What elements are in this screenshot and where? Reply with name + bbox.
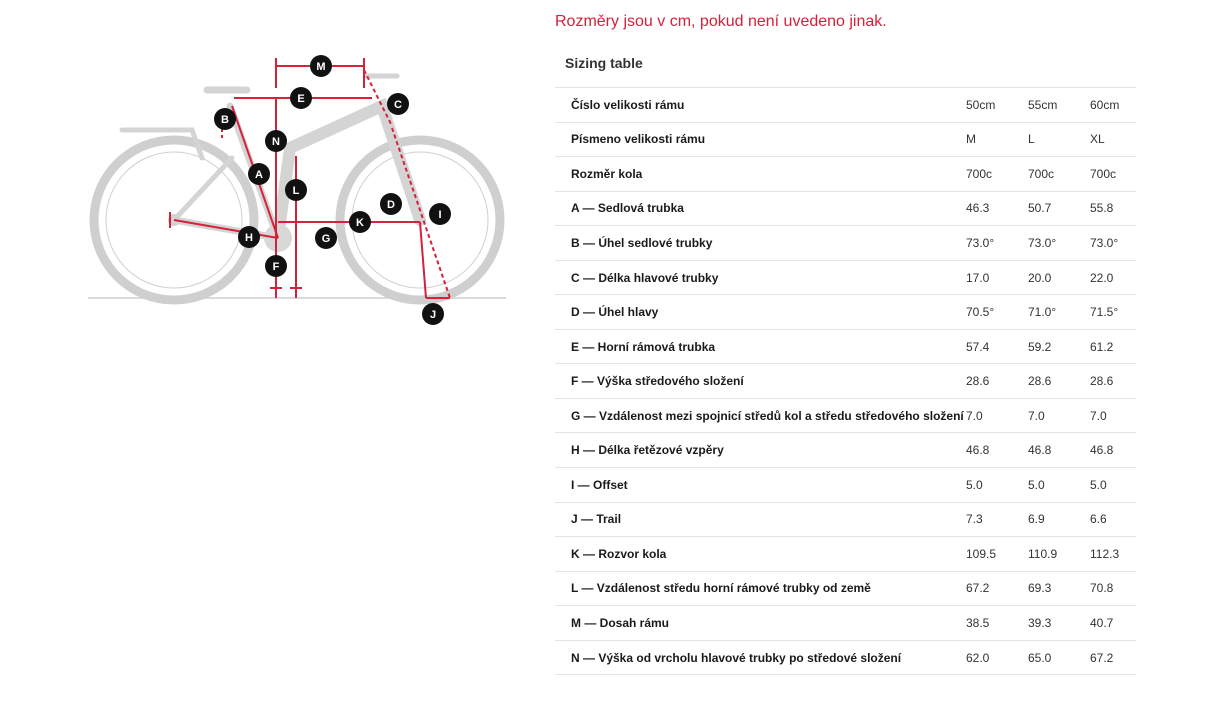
- row-value: 46.8: [1028, 433, 1090, 468]
- svg-text:H: H: [245, 232, 253, 244]
- badge-A: [248, 163, 270, 185]
- row-value: 40.7: [1090, 606, 1136, 641]
- row-value: 17.0: [966, 260, 1028, 295]
- row-label: Číslo velikosti rámu: [555, 88, 966, 123]
- badge-H: [238, 226, 260, 248]
- row-label: C — Délka hlavové trubky: [555, 260, 966, 295]
- badge-K: [349, 211, 371, 233]
- row-value: 700c: [1090, 157, 1136, 192]
- row-label: G — Vzdálenost mezi spojnicí středů kol a středu středového složení: [555, 398, 966, 433]
- row-value: 60cm: [1090, 88, 1136, 123]
- table-row: [555, 398, 1136, 433]
- row-value: 70.8: [1090, 571, 1136, 606]
- table-row: [555, 191, 1136, 226]
- row-value: 112.3: [1090, 537, 1136, 572]
- svg-text:I: I: [438, 209, 442, 221]
- row-label: H — Délka řetězové vzpěry: [555, 433, 966, 468]
- row-value: 67.2: [1090, 640, 1136, 675]
- row-label: Rozměr kola: [555, 157, 966, 192]
- units-note: Rozměry jsou v cm, pokud není uvedeno jinak.: [555, 13, 887, 30]
- row-value: 73.0°: [966, 226, 1028, 261]
- row-value: 7.0: [966, 398, 1028, 433]
- svg-text:E: E: [297, 93, 305, 105]
- table-row: [555, 122, 1136, 157]
- table-row: [555, 571, 1136, 606]
- row-value: M: [966, 122, 1028, 157]
- row-value: 700c: [966, 157, 1028, 192]
- row-label: N — Výška od vrcholu hlavové trubky po středové složení: [555, 640, 966, 675]
- row-value: 73.0°: [1028, 226, 1090, 261]
- row-label: I — Offset: [555, 468, 966, 503]
- row-value: 70.5°: [966, 295, 1028, 330]
- row-label: E — Horní rámová trubka: [555, 329, 966, 364]
- badge-M: [310, 55, 332, 77]
- row-value: 61.2: [1090, 329, 1136, 364]
- sizing-table: [555, 87, 1136, 675]
- svg-text:L: L: [292, 185, 300, 197]
- row-value: 65.0: [1028, 640, 1090, 675]
- row-value: 110.9: [1028, 537, 1090, 572]
- table-row: [555, 157, 1136, 192]
- row-value: 50cm: [966, 88, 1028, 123]
- badge-F: [265, 255, 287, 277]
- row-value: 46.3: [966, 191, 1028, 226]
- table-row: [555, 433, 1136, 468]
- row-value: 109.5: [966, 537, 1028, 572]
- badge-C: [387, 93, 409, 115]
- svg-text:K: K: [356, 217, 364, 229]
- row-value: 50.7: [1028, 191, 1090, 226]
- svg-text:J: J: [429, 309, 437, 321]
- frame-silhouette: [122, 76, 420, 252]
- badge-G: [315, 227, 337, 249]
- row-label: D — Úhel hlavy: [555, 295, 966, 330]
- row-value: 71.0°: [1028, 295, 1090, 330]
- row-value: L: [1028, 122, 1090, 157]
- svg-text:N: N: [272, 136, 280, 148]
- svg-text:M: M: [316, 61, 326, 73]
- badge-B: [214, 108, 236, 130]
- row-value: 5.0: [1028, 468, 1090, 503]
- svg-text:A: A: [255, 169, 263, 181]
- row-value: 700c: [1028, 157, 1090, 192]
- table-row: [555, 364, 1136, 399]
- row-value: 59.2: [1028, 329, 1090, 364]
- badge-D: [380, 193, 402, 215]
- row-value: 6.9: [1028, 502, 1090, 537]
- row-value: 20.0: [1028, 260, 1090, 295]
- svg-text:C: C: [394, 99, 402, 111]
- table-row: [555, 295, 1136, 330]
- row-value: 71.5°: [1090, 295, 1136, 330]
- row-value: 46.8: [966, 433, 1028, 468]
- row-value: 5.0: [1090, 468, 1136, 503]
- row-value: XL: [1090, 122, 1136, 157]
- table-row: [555, 502, 1136, 537]
- svg-text:D: D: [387, 199, 395, 211]
- row-value: 67.2: [966, 571, 1028, 606]
- row-value: 5.0: [966, 468, 1028, 503]
- row-value: 38.5: [966, 606, 1028, 641]
- table-row: [555, 329, 1136, 364]
- table-row: [555, 260, 1136, 295]
- row-value: 6.6: [1090, 502, 1136, 537]
- row-label: J — Trail: [555, 502, 966, 537]
- row-value: 28.6: [1028, 364, 1090, 399]
- row-value: 69.3: [1028, 571, 1090, 606]
- bike-geometry-diagram: [82, 48, 512, 338]
- row-label: M — Dosah rámu: [555, 606, 966, 641]
- row-value: 62.0: [966, 640, 1028, 675]
- badge-L: [285, 179, 307, 201]
- row-value: 28.6: [966, 364, 1028, 399]
- row-value: 55.8: [1090, 191, 1136, 226]
- row-label: B — Úhel sedlové trubky: [555, 226, 966, 261]
- row-label: L — Vzdálenost středu horní rámové trubky od země: [555, 571, 966, 606]
- row-value: 55cm: [1028, 88, 1090, 123]
- row-value: 57.4: [966, 329, 1028, 364]
- row-value: 39.3: [1028, 606, 1090, 641]
- svg-text:G: G: [321, 233, 331, 245]
- table-row: [555, 537, 1136, 572]
- row-value: 28.6: [1090, 364, 1136, 399]
- row-label: Písmeno velikosti rámu: [555, 122, 966, 157]
- row-value: 7.3: [966, 502, 1028, 537]
- row-label: A — Sedlová trubka: [555, 191, 966, 226]
- table-row: [555, 606, 1136, 641]
- row-value: 7.0: [1090, 398, 1136, 433]
- table-row: [555, 226, 1136, 261]
- row-value: 7.0: [1028, 398, 1090, 433]
- badge-I: [429, 203, 451, 225]
- row-label: K — Rozvor kola: [555, 537, 966, 572]
- row-label: F — Výška středového složení: [555, 364, 966, 399]
- table-row: [555, 640, 1136, 675]
- row-value: 22.0: [1090, 260, 1136, 295]
- svg-text:B: B: [221, 114, 229, 126]
- badge-J: [422, 303, 444, 325]
- table-row: [555, 468, 1136, 503]
- row-value: 73.0°: [1090, 226, 1136, 261]
- table-row: [555, 88, 1136, 123]
- badge-E: [290, 87, 312, 109]
- svg-text:F: F: [272, 261, 280, 273]
- badge-N: [265, 130, 287, 152]
- table-caption: Sizing table: [565, 55, 643, 71]
- row-value: 46.8: [1090, 433, 1136, 468]
